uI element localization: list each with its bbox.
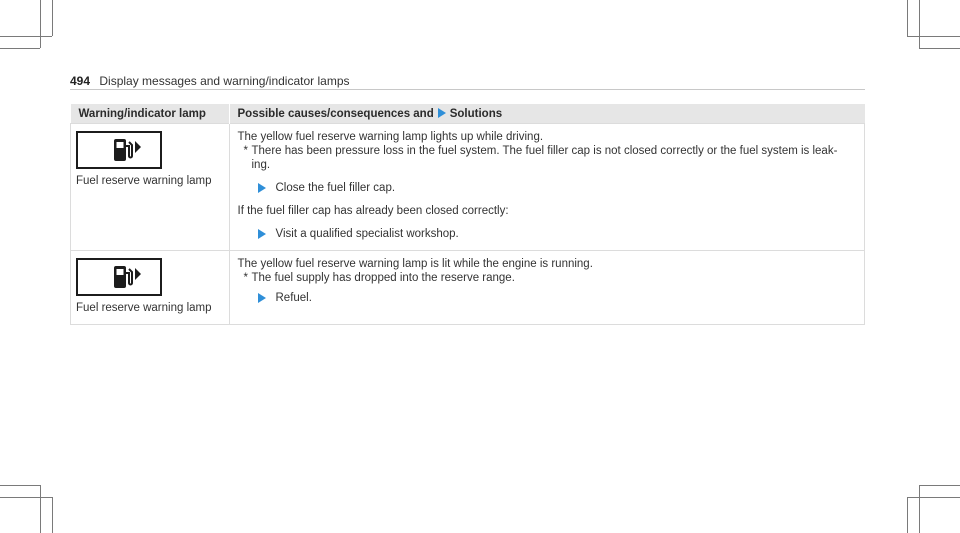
cause-note	[238, 271, 857, 285]
column-header-lamp: Warning/indicator lamp	[71, 104, 230, 124]
note-text-line1: The fuel supply has dropped into the reserve range.	[251, 272, 515, 284]
crop-mark	[40, 485, 41, 533]
note-text-line2: ing.	[251, 159, 271, 171]
causes-cell	[229, 124, 865, 251]
column-header-solutions-label: Solutions	[449, 107, 503, 120]
column-header-causes	[229, 104, 865, 124]
note-asterisk: *	[243, 145, 248, 157]
crop-mark	[919, 485, 960, 486]
table-row	[71, 251, 865, 325]
crop-mark	[40, 0, 41, 48]
solution-step-text: Refuel.	[275, 292, 312, 304]
arrow-right-icon	[258, 183, 266, 193]
causes-cell	[229, 251, 865, 325]
cause-intro: The yellow fuel reserve warning lamp is lit while the engine is running.	[237, 258, 593, 270]
fuel-pump-icon	[112, 136, 142, 164]
table-row	[71, 124, 865, 251]
solution-step	[258, 227, 857, 241]
condition-text: If the fuel filler cap has already been closed correctly:	[237, 205, 509, 217]
cause-intro: The yellow fuel reserve warning lamp lights up while driving.	[237, 131, 544, 143]
table-header-row	[71, 104, 865, 124]
solution-step	[258, 291, 857, 305]
lamp-cell	[71, 251, 230, 325]
warning-lamp-table	[70, 104, 865, 325]
crop-mark	[919, 485, 920, 533]
warning-lamp-symbol	[76, 258, 162, 296]
page-number: 494	[70, 74, 91, 88]
lamp-label: Fuel reserve warning lamp	[76, 175, 212, 187]
crop-mark	[907, 497, 960, 498]
crop-mark	[907, 36, 960, 37]
page-header	[70, 74, 350, 88]
crop-mark	[0, 48, 40, 49]
solution-step-text: Visit a qualified specialist workshop.	[275, 228, 459, 240]
crop-mark	[52, 0, 53, 36]
crop-mark	[907, 0, 908, 36]
fuel-pump-icon	[112, 263, 142, 291]
cause-note	[238, 144, 857, 172]
crop-mark	[0, 485, 40, 486]
header-divider	[70, 89, 865, 90]
solution-step	[258, 181, 857, 195]
note-asterisk: *	[243, 272, 248, 284]
crop-mark	[52, 497, 53, 533]
arrow-right-icon	[438, 108, 446, 118]
column-header-causes-label: Possible causes/consequences and	[237, 107, 434, 120]
lamp-label: Fuel reserve warning lamp	[76, 302, 212, 314]
crop-mark	[0, 36, 52, 37]
lamp-cell	[71, 124, 230, 251]
crop-mark	[0, 497, 52, 498]
note-text-line1: There has been pressure loss in the fuel system. The fuel filler cap is not closed correctly or the fuel system is leak-	[251, 145, 838, 157]
warning-lamp-symbol	[76, 131, 162, 169]
page-title: Display messages and warning/indicator lamps	[99, 74, 350, 88]
solution-step-text: Close the fuel filler cap.	[275, 182, 396, 194]
arrow-right-icon	[258, 229, 266, 239]
crop-mark	[919, 48, 960, 49]
arrow-right-icon	[258, 293, 266, 303]
crop-mark	[919, 0, 920, 48]
crop-mark	[907, 497, 908, 533]
